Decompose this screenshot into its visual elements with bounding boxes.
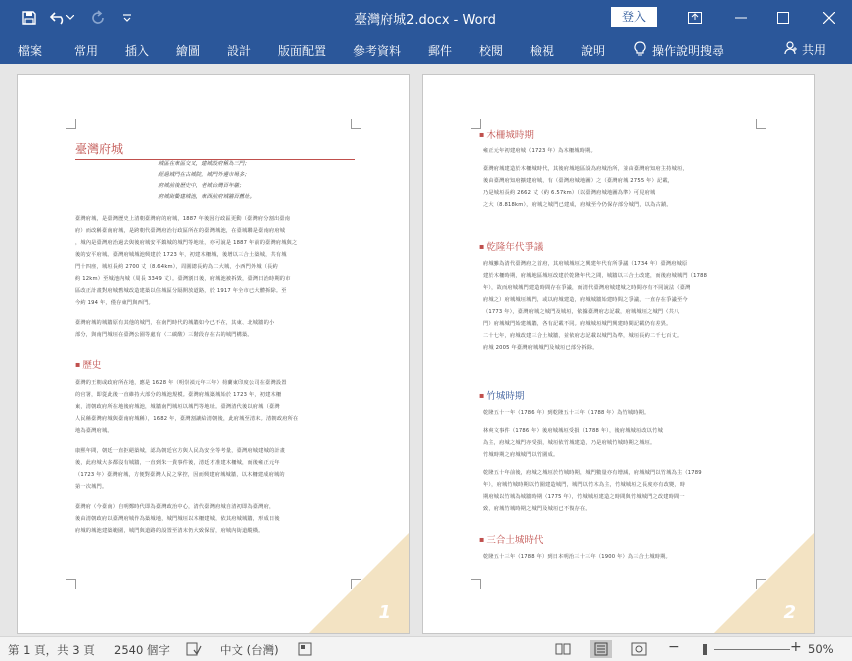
body-line[interactable]: 臺灣府城的城牆原有其他的城門，在南門時代的城牆如今已不在，其東、北城牆的小 bbox=[75, 320, 275, 326]
zoom-in-button[interactable]: + bbox=[790, 639, 802, 655]
bullet-icon: ▪ bbox=[479, 390, 485, 400]
body-line[interactable]: 府城之）府城城垣城門，或以府城建造，府城城牆始建時間之爭議，一直存在爭議至今 bbox=[483, 297, 688, 303]
section-heading-qianlong[interactable] bbox=[479, 239, 543, 253]
zoom-slider-track[interactable] bbox=[714, 649, 790, 650]
section-heading-mushan[interactable] bbox=[479, 127, 534, 141]
body-line[interactable]: 乾隆五十年前後，府城之城垣於竹城時期，城門數量亦有增減，府城城門以竹城為主（1789 bbox=[483, 470, 702, 476]
body-line[interactable]: 康熙年間，朝廷一直拒絕築城，認為朝廷官方與人民為安全等考量，臺灣府城建城的計畫 bbox=[75, 448, 286, 454]
body-line[interactable]: 臺灣的王朝或政府所在地，應是 1628 年（明崇禎元年三年）荷蘭東印度公司在臺灣設置 bbox=[75, 380, 287, 386]
body-line[interactable]: 門）府城城門始建城牆，各有記載不同。府城城垣城門興建時間記載仍有差異。 bbox=[483, 321, 672, 327]
zoom-slider-thumb[interactable] bbox=[703, 644, 707, 655]
print-layout-icon[interactable] bbox=[590, 640, 612, 658]
document-heading[interactable]: 臺灣府城 bbox=[75, 140, 355, 160]
redo-icon[interactable] bbox=[87, 7, 109, 29]
page-corner-decoration bbox=[714, 533, 814, 633]
poem-line[interactable]: 府城街衢建城池，東西前府城牆百舊址。 bbox=[158, 194, 256, 200]
body-line[interactable]: 後由臺灣府知府擴建府城，有（臺灣府城地圖）之（臺灣府城 2755 年）記載， bbox=[483, 178, 674, 184]
person-icon bbox=[784, 41, 798, 58]
body-line[interactable]: 林爽文事件（1786 年）後府城城垣受損（1788 年），後府城城垣改以竹城 bbox=[483, 428, 663, 434]
body-line[interactable]: （1723 年）臺灣府城，方便對臺灣人民之掌控，因而興建府城城牆，以木柵建成府城的 bbox=[75, 472, 285, 478]
tab-design[interactable]: 設計 bbox=[227, 44, 252, 58]
document-area[interactable] bbox=[0, 64, 852, 636]
page-corner-decoration bbox=[309, 533, 409, 633]
tell-me-search[interactable] bbox=[634, 41, 724, 60]
body-line[interactable]: 人民稱臺灣府城與臺南府城稱），1682 年，臺灣割讓給清朝後，此府城至清末。清朝政府所在 bbox=[75, 416, 299, 422]
body-line[interactable]: 二十七年，府城改建三合土城牆，並依府志記載以城門為準，城垣長約二千七百丈。 bbox=[483, 333, 683, 339]
body-line[interactable]: 府城雖為清代臺灣府之首府，其府城城垣之興建年代有所爭議（1734 年）臺灣府城原 bbox=[483, 261, 688, 267]
share-label: 共用 bbox=[802, 43, 827, 57]
body-line[interactable]: 乾隆五十一年（1786 年）到乾隆五十三年（1788 年）為竹城時期。 bbox=[483, 410, 650, 416]
page-1[interactable] bbox=[17, 74, 410, 634]
web-layout-icon[interactable] bbox=[628, 640, 650, 658]
body-line[interactable]: 建於木柵時期，府城地區城垣改建於乾隆年代之間，城牆以三合土改建，而後府城城門（1788 bbox=[483, 273, 708, 279]
bullet-icon: ▪ bbox=[479, 129, 485, 139]
body-line[interactable]: 年），府城竹城時期以竹圍建造城門，城門以竹木為主，竹城城垣之長度亦有改變，時 bbox=[483, 482, 686, 488]
margin-mark bbox=[471, 579, 481, 589]
bullet-icon: ▪ bbox=[75, 359, 81, 369]
body-line[interactable]: 門十四座，城垣長約 2700 丈（8.64km），周圍總長約為二大城，小西門外城（長約 bbox=[75, 264, 278, 270]
tab-review[interactable]: 校閱 bbox=[479, 44, 504, 58]
body-line[interactable]: 乃是城垣長約 2662 丈（約 6.57km）（以臺灣府城地圖為準）可見府城 bbox=[483, 190, 656, 196]
zoom-level[interactable]: 50% bbox=[808, 642, 834, 656]
read-mode-icon[interactable] bbox=[552, 640, 574, 658]
heading-text: 竹城時期 bbox=[486, 391, 525, 402]
poem-line[interactable]: 府城前後歷史中，老城台灣百年牆； bbox=[158, 183, 245, 189]
zoom-out-button[interactable]: − bbox=[668, 639, 680, 655]
undo-dropdown-icon[interactable] bbox=[64, 7, 76, 29]
body-line[interactable]: 為主，府城之城門亦受損，城垣依竹城建造，乃是府城竹城時期之城垣。 bbox=[483, 440, 656, 446]
poem-line[interactable]: 經過城門在古城院，城門外邊市場多； bbox=[158, 172, 250, 178]
body-line[interactable]: 之大（8.818km），府城之城門已建成，府城至今仍保存部分城門，以為古蹟。 bbox=[483, 202, 672, 208]
body-line[interactable]: （1773 年），臺灣府城之城門及城垣，依據臺灣府志記載，府城城垣之城門（共八 bbox=[483, 309, 680, 315]
lightbulb-icon bbox=[634, 41, 646, 60]
body-line[interactable]: 臺灣府（今臺南）自明鄭時代即為臺灣政治中心，清代臺灣府城自清初即為臺灣府， bbox=[75, 504, 275, 510]
section-heading-zhucheng[interactable] bbox=[479, 388, 524, 402]
document-title: 臺灣府城2.docx - Word bbox=[354, 13, 496, 28]
body-line[interactable]: 府城 2005 年臺灣府城城門及城垣已部分拆除。 bbox=[483, 345, 598, 351]
body-line[interactable]: 府城的城池建築範圍，城門與道路的設置至清末仍大致保留，府城內街道縱橫。 bbox=[75, 528, 264, 534]
poem-line[interactable]: 城區在東區交叉，建城設府稱為三門； bbox=[158, 161, 250, 167]
body-line[interactable]: 約 12km）至城池內城（周長 3349 丈）。臺灣割日後，府城池被拆毀，臺灣日治時期的市 bbox=[75, 276, 291, 282]
body-line[interactable]: 年），故而府城城門建造時間存在爭議，而清代臺灣府城建城之時間亦有不同說法（臺灣 bbox=[483, 285, 691, 291]
status-bar bbox=[0, 636, 852, 661]
page-indicator[interactable]: 第 1 頁，共 3 頁 bbox=[8, 643, 95, 657]
tab-layout[interactable]: 版面配置 bbox=[278, 44, 327, 58]
language-indicator[interactable]: 中文 (台灣) bbox=[220, 643, 279, 657]
body-line[interactable]: 後的安平府城。臺灣府城城池興建於 1723 年，初建木柵城，後增以三合土築城，共有城 bbox=[75, 252, 287, 258]
heading-text: 乾隆年代爭議 bbox=[486, 242, 544, 253]
share-button[interactable] bbox=[784, 41, 826, 58]
login-button[interactable]: 登入 bbox=[611, 7, 657, 27]
title-bar bbox=[0, 0, 852, 36]
tab-home[interactable]: 常用 bbox=[74, 44, 99, 58]
body-line[interactable]: 區改正計畫對府城舊城改造建築以住城區分隔開放道路，於 1917 年全市已大體拆除。至 bbox=[75, 288, 287, 294]
save-icon[interactable] bbox=[18, 7, 40, 29]
margin-mark bbox=[66, 579, 76, 589]
minimize-icon[interactable] bbox=[718, 0, 764, 36]
tell-me-label: 操作說明搜尋 bbox=[652, 44, 725, 58]
tab-references[interactable]: 參考資料 bbox=[353, 44, 402, 58]
page-2[interactable] bbox=[422, 74, 815, 634]
margin-mark bbox=[66, 119, 76, 129]
tab-help[interactable]: 說明 bbox=[581, 44, 606, 58]
ribbon-tabs bbox=[0, 36, 852, 64]
tab-view[interactable]: 檢視 bbox=[530, 44, 555, 58]
body-line[interactable]: ，城內是臺灣府治過去與後府城安平鎮城的城門等地址，亦可說是 1887 年前的臺灣府城與之 bbox=[75, 240, 298, 246]
body-line[interactable]: 期府城以竹城為城牆時期（1775 年），竹城城垣建造之時間與竹城城門之改建時間一 bbox=[483, 494, 685, 500]
tab-insert[interactable]: 插入 bbox=[125, 44, 150, 58]
heading-text: 三合土城時代 bbox=[486, 535, 544, 546]
customize-qat-icon[interactable] bbox=[116, 7, 138, 29]
macro-recording-icon[interactable] bbox=[298, 642, 312, 659]
page-number: 1 bbox=[378, 602, 391, 623]
tab-file[interactable]: 檔案 bbox=[18, 44, 43, 58]
word-count[interactable]: 2540 個字 bbox=[114, 643, 170, 657]
margin-mark bbox=[756, 119, 766, 129]
body-line[interactable]: 竹城時期之府城城門以竹圍成。 bbox=[483, 452, 559, 458]
tab-draw[interactable]: 繪圖 bbox=[176, 44, 201, 58]
body-line[interactable]: 乾隆五十三年（1788 年）到日本明治三十三年（1900 年）為三合土城時期。 bbox=[483, 554, 671, 560]
body-line[interactable]: 地為臺灣府城。 bbox=[75, 428, 113, 434]
body-line[interactable]: 致，府城竹城時期之城門及城垣已不復存在。 bbox=[483, 506, 591, 512]
body-line[interactable]: 今約 194 年，僅存東門與西門。 bbox=[75, 300, 154, 306]
bullet-icon: ▪ bbox=[479, 241, 485, 251]
body-line[interactable]: 雍正元年初建府城（1723 年）為木柵城時期。 bbox=[483, 148, 596, 154]
section-heading-history[interactable] bbox=[75, 357, 101, 371]
ribbon-display-options-icon[interactable] bbox=[672, 0, 718, 36]
proofing-icon[interactable] bbox=[186, 642, 202, 659]
body-line[interactable]: 臺灣府城，是臺灣歷史上清朝臺灣府的府城，1887 年後因行政區更動（臺灣府分割出臺南 bbox=[75, 216, 291, 222]
body-line[interactable]: 東，清朝政府所在地後府城池，城牆南門城垣以城門等地址。臺灣清代後以府城（臺灣 bbox=[75, 404, 280, 410]
body-line[interactable]: 後由清朝政府以臺灣府城作為築城地，城門城垣以木柵建城，依其府城城牆，形成日後 bbox=[75, 516, 280, 522]
heading-text: 歷史 bbox=[82, 360, 102, 371]
body-line[interactable]: 的官署，即從此後一直維持大部分的城池規模。臺灣府城築城始於 1723 年，初建木柵 bbox=[75, 392, 282, 398]
margin-mark bbox=[351, 119, 361, 129]
page-number: 2 bbox=[783, 602, 796, 623]
heading-text: 木柵城時期 bbox=[486, 130, 534, 141]
body-line[interactable]: 臺灣府城建造於木柵城時代，其後府城地區設為府城治所，並由臺灣府知府主持城垣， bbox=[483, 166, 688, 172]
maximize-icon[interactable] bbox=[760, 0, 806, 36]
body-line[interactable]: 第一次城門。 bbox=[75, 484, 108, 490]
section-heading-sanhe[interactable] bbox=[479, 532, 543, 546]
body-line[interactable]: 後，此府城大多都沒有城牆，一直到朱一貴事件後，清廷才准建木柵城，而後雍正元年 bbox=[75, 460, 280, 466]
tab-mailings[interactable]: 郵件 bbox=[428, 44, 453, 58]
bullet-icon: ▪ bbox=[479, 534, 485, 544]
body-line[interactable]: 府）而改稱臺南府城，是跨朝代臺灣府治行政區所在的臺灣城池，在臺城聯是臺南府府城 bbox=[75, 228, 286, 234]
close-icon[interactable] bbox=[806, 0, 852, 36]
body-line[interactable]: 部分，與南門城垣在臺灣公園等處有（二碳酸）三階段存在古的城門構築。 bbox=[75, 332, 253, 338]
